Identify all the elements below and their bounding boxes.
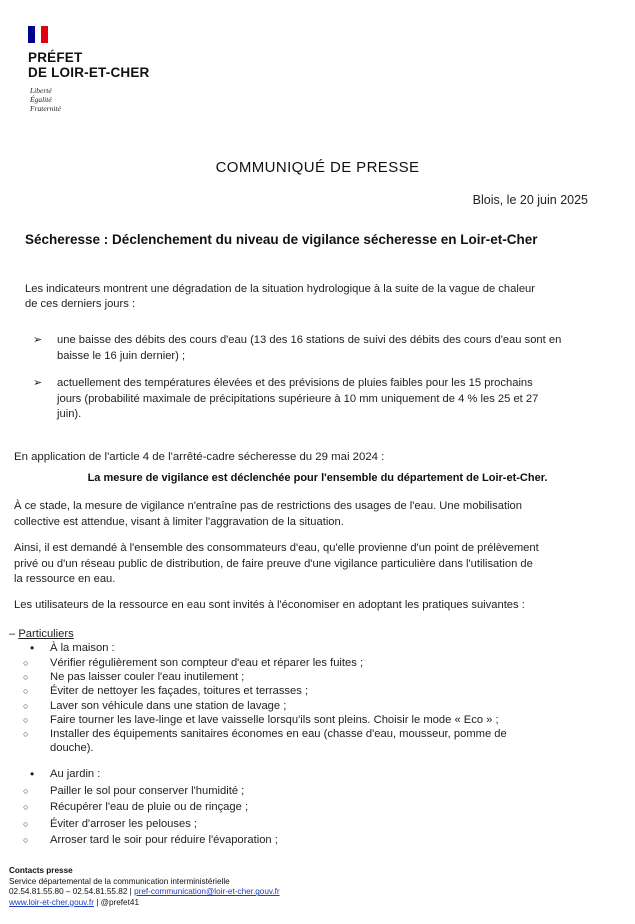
devise-fraternite: Fraternité	[30, 104, 61, 113]
paragraph-2-line-2: privé ou d'un réseau public de distribution, de faire preuve d'une vigilance particulière dans l'utilisation de	[14, 558, 533, 570]
bullet-2-line-3: juin).	[57, 408, 82, 420]
maison-list	[23, 656, 507, 755]
intro-line-2: de ces derniers jours :	[25, 298, 136, 310]
bullet-1-line-1: une baisse des débits des cours d'eau (13 des 16 stations de suivi des débits des cours d'eau sont en	[57, 334, 562, 346]
circle-bullet-icon: ○	[23, 714, 29, 725]
list-item-text: Arroser tard le soir pour réduire l'évaporation ;	[50, 834, 278, 847]
list-item-text: Vérifier régulièrement son compteur d'eau et réparer les fuites ;	[50, 657, 364, 669]
bullet-dot-icon: •	[30, 767, 35, 781]
contacts-website-link[interactable]: www.loir-et-cher.gouv.fr	[9, 897, 94, 907]
list-item-text: Faire tourner les lave-linge et lave vaisselle lorsqu'ils sont pleins. Choisir le mode « Eco » ;	[50, 713, 499, 726]
contacts-phone-email-line	[9, 887, 280, 898]
list-item	[23, 727, 507, 741]
circle-bullet-icon: ○	[23, 786, 29, 796]
particuliers-dash: –	[9, 628, 19, 640]
paragraph-3: Les utilisateurs de la ressource en eau sont invités à l'économiser en adoptant les pratiques suivantes :	[14, 599, 525, 611]
devise-liberte: Liberté	[30, 86, 52, 95]
circle-bullet-icon: ○	[23, 658, 29, 668]
list-item-text: Éviter d'arroser les pelouses ;	[50, 817, 198, 830]
intro-line-1: Les indicateurs montrent une dégradation de la situation hydrologique à la suite de la vague de chaleur	[25, 283, 535, 295]
flag-blue-band	[28, 26, 35, 43]
list-item	[23, 832, 278, 848]
bullet-2-line-1: actuellement des températures élevées et des prévisions de pluies faibles pour les 15 prochains	[57, 377, 533, 389]
arrow-bullet-icon: ➢	[33, 377, 43, 389]
bullet-1-line-2: baisse le 16 juin dernier) ;	[57, 350, 186, 362]
paragraph-2-line-3: la ressource en eau.	[14, 573, 116, 585]
contacts-separator: |	[96, 897, 99, 907]
application-line: En application de l'article 4 de l'arrêté-cadre sécheresse du 29 mai 2024 :	[14, 451, 385, 463]
bullet-dot-icon: •	[30, 641, 35, 655]
list-item-continuation	[50, 741, 507, 755]
arrow-bullet-icon: ➢	[33, 334, 43, 346]
jardin-list	[23, 783, 278, 849]
list-item	[23, 783, 278, 799]
contacts-web-line	[9, 898, 280, 909]
list-item-text: Pailler le sol pour conserver l'humidité ;	[50, 785, 245, 797]
jardin-heading: Au jardin :	[50, 768, 101, 780]
circle-bullet-icon: ○	[23, 835, 29, 846]
list-item-text: douche).	[50, 742, 94, 755]
contacts-email-link[interactable]: pref-communication@loir-et-cher.gouv.fr	[134, 887, 280, 897]
prefet-block	[28, 50, 150, 80]
devise-block	[30, 86, 61, 113]
document-title: Sécheresse : Déclenchement du niveau de vigilance sécheresse en Loir-et-Cher	[25, 232, 538, 247]
flag-white-band	[35, 26, 42, 43]
circle-bullet-icon: ○	[23, 700, 29, 711]
circle-bullet-icon: ○	[23, 729, 29, 740]
prefet-line-2: DE LOIR-ET-CHER	[28, 65, 150, 80]
list-item	[23, 713, 507, 727]
list-item	[23, 670, 507, 684]
devise-egalite: Égalité	[30, 95, 52, 104]
contacts-heading: Contacts presse	[9, 866, 73, 875]
list-item	[23, 699, 507, 713]
contacts-social-handle[interactable]: @prefet41	[100, 897, 139, 907]
paragraph-2-line-1: Ainsi, il est demandé à l'ensemble des consommateurs d'eau, qu'elle provienne d'un point de prélèvement	[14, 542, 539, 554]
list-item-text: Laver son véhicule dans une station de lavage ;	[50, 699, 287, 712]
vigilance-statement: La mesure de vigilance est déclenchée pour l'ensemble du département de Loir-et-Cher.	[87, 472, 548, 484]
contacts-service: Service départemental de la communication interministérielle	[9, 876, 230, 886]
document-date: Blois, le 20 juin 2025	[472, 193, 588, 207]
marianne-flag-logo	[28, 26, 48, 43]
list-item	[23, 816, 278, 832]
flag-red-band	[41, 26, 48, 43]
list-item-text: Récupérer l'eau de pluie ou de rinçage ;	[50, 801, 249, 814]
circle-bullet-icon: ○	[23, 686, 29, 697]
bullet-2-line-2: jours (probabilité maximale de précipitations supérieure à 10 mm uniquement de 4 % les 25 et 27	[57, 393, 539, 405]
paragraph-1-line-1: À ce stade, la mesure de vigilance n'entraîne pas de restrictions des usages de l'eau. Une mobilisation	[14, 500, 522, 512]
paragraph-1-line-2: collective est attendue, visant à limiter l'aggravation de la situation.	[14, 516, 344, 528]
circle-bullet-icon: ○	[23, 672, 29, 683]
list-item-text: Éviter de nettoyer les façades, toitures et terrasses ;	[50, 685, 309, 698]
press-contacts	[9, 866, 280, 908]
list-item	[23, 656, 507, 670]
circle-bullet-icon: ○	[23, 802, 29, 813]
list-item	[23, 684, 507, 698]
circle-bullet-icon: ○	[23, 818, 29, 829]
list-item	[23, 799, 278, 815]
prefet-line-1: PRÉFET	[28, 50, 83, 65]
particuliers-label: Particuliers	[18, 628, 74, 640]
maison-heading: À la maison :	[50, 642, 115, 654]
contacts-phones: 02.54.81.55.80 – 02.54.81.55.82 |	[9, 887, 132, 897]
list-item-text: Installer des équipements sanitaires économes en eau (chasse d'eau, mousseur, pomme de	[50, 728, 507, 741]
document-kind: COMMUNIQUÉ DE PRESSE	[215, 159, 420, 176]
list-item-text: Ne pas laisser couler l'eau inutilement ;	[50, 671, 245, 684]
